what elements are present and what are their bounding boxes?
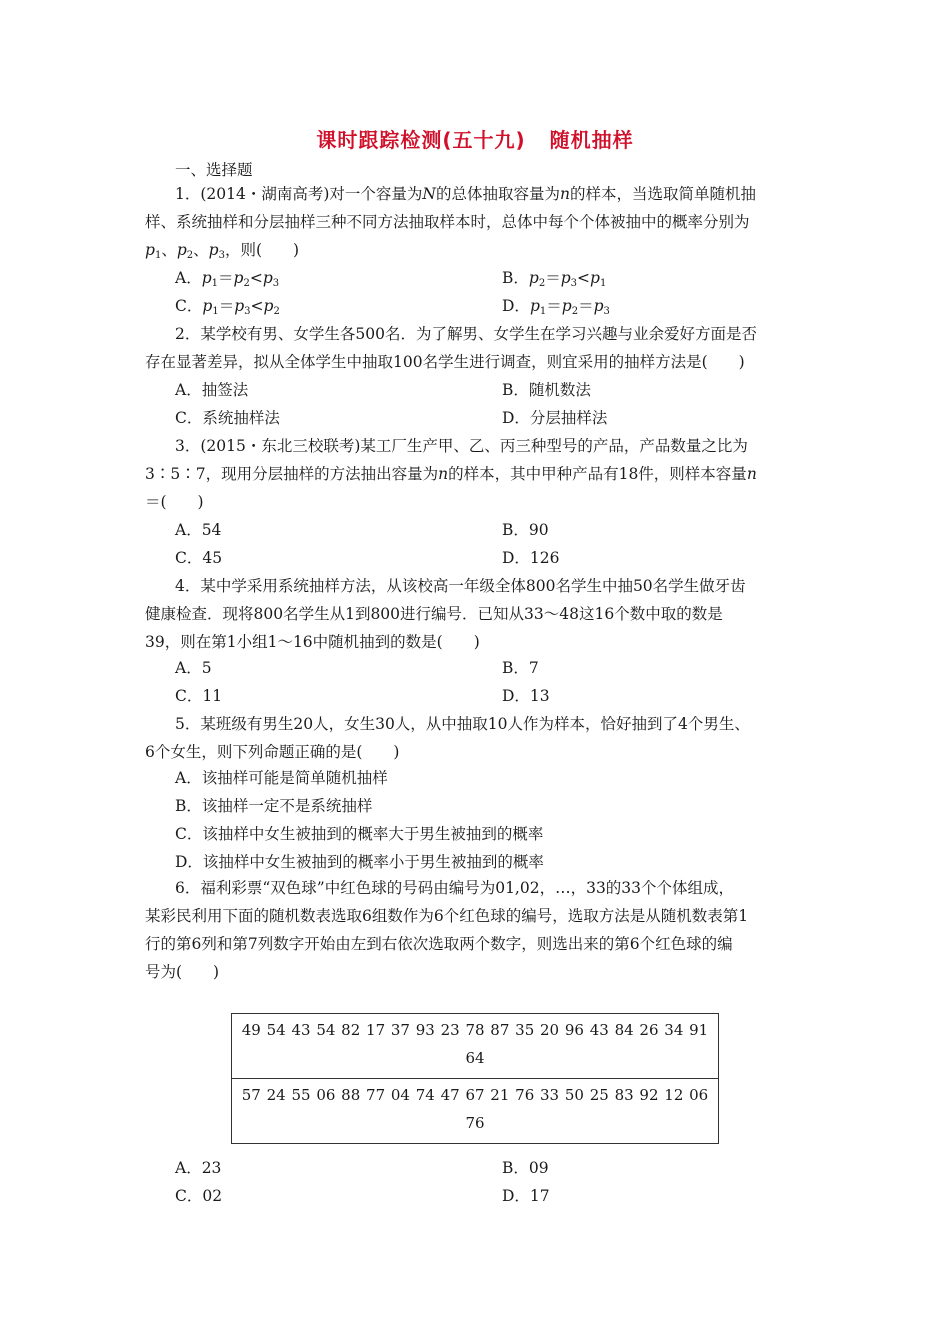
table-row2-tail: 76 xyxy=(465,1114,485,1132)
q5-option-b: B．该抽样一定不是系统抽样 xyxy=(175,797,373,815)
q2-line-1: 2．某学校有男、女学生各500名．为了解男、女学生在学习兴趣与业余爱好方面是否 xyxy=(175,325,757,343)
q3-option-c: C．45 xyxy=(175,549,223,567)
q2-option-a: A．抽签法 xyxy=(175,381,249,399)
random-number-table xyxy=(231,1013,719,1144)
q3-option-d: D．126 xyxy=(502,549,560,567)
q4-option-c: C．11 xyxy=(175,687,223,705)
q2-line-2: 存在显著差异，拟从全体学生中抽取100名学生进行调查，则宜采用的抽样方法是( ) xyxy=(145,353,745,371)
q6-line-4: 号为( ) xyxy=(145,963,220,981)
q6-option-d: D．17 xyxy=(502,1187,550,1205)
q3-line-2: 3∶5∶7，现用分层抽样的方法抽出容量为n的样本，其中甲种产品有18件，则样本容量n xyxy=(145,465,757,483)
q2-option-d: D．分层抽样法 xyxy=(502,409,608,427)
q6-option-c: C．02 xyxy=(175,1187,223,1205)
q4-option-a: A．5 xyxy=(175,659,212,677)
table-cell xyxy=(232,1014,719,1079)
q4-option-b: B．7 xyxy=(502,659,539,677)
q4-option-d: D．13 xyxy=(502,687,550,705)
q1-option-b: B．$p_2=p_3<p_1$ xyxy=(502,269,607,289)
q4-line-1: 4．某中学采用系统抽样方法，从该校高一年级全体800名学生中抽50名学生做牙齿 xyxy=(175,577,746,595)
q2-option-b: B．随机数法 xyxy=(502,381,591,399)
q3-option-b: B．90 xyxy=(502,521,549,539)
q1-line-1: 1．(2014・湖南高考)对一个容量为N的总体抽取容量为n的样本，当选取简单随机抽 xyxy=(175,185,756,203)
page-title xyxy=(0,124,950,153)
table-row1-numbers: 49 54 43 54 82 17 37 93 23 78 87 35 20 96 43 84 26 34 91 xyxy=(241,1021,709,1039)
q1-option-d: D．$p_1=p_2=p_3$ xyxy=(502,297,610,317)
table-row xyxy=(232,1079,719,1144)
table-row xyxy=(232,1014,719,1079)
q4-line-3: 39，则在第1小组1～16中随机抽到的数是( ) xyxy=(145,633,480,651)
table-row1-tail: 64 xyxy=(465,1049,485,1067)
q6-line-3: 行的第6列和第7列数字开始由左到右依次选取两个数字，则选出来的第6个红色球的编 xyxy=(145,935,733,953)
q6-option-a: A．23 xyxy=(175,1159,222,1177)
table-row2-numbers: 57 24 55 06 88 77 04 74 47 67 21 76 33 50 25 83 92 12 06 xyxy=(241,1086,709,1104)
q5-option-d: D．该抽样中女生被抽到的概率小于男生被抽到的概率 xyxy=(175,853,544,871)
q6-option-b: B．09 xyxy=(502,1159,549,1177)
q3-option-a: A．54 xyxy=(175,521,222,539)
section-heading: 一、选择题 xyxy=(175,161,253,179)
q1-option-a: A．$p_1=p_2<p_3$ xyxy=(175,269,280,289)
title-sub: 随机抽样 xyxy=(549,128,634,152)
title-main: 课时跟踪检测(五十九) xyxy=(316,128,526,152)
q5-line-1: 5．某班级有男生20人，女生30人，从中抽取10人作为样本，恰好抽到了4个男生、 xyxy=(175,715,750,733)
q1-line-2: 样、系统抽样和分层抽样三种不同方法抽取样本时，总体中每个个体被抽中的概率分别为 xyxy=(145,213,750,231)
q4-line-2: 健康检查．现将800名学生从1到800进行编号．已知从33～48这16个数中取的数是 xyxy=(145,605,723,623)
q1-line-3: $p_1$、$p_2$、$p_3$，则( ) xyxy=(145,241,300,261)
q6-line-1: 6．福利彩票“双色球”中红色球的号码由编号为01,02，…，33的33个个体组成， xyxy=(175,879,735,897)
q1-option-c: C．$p_1=p_3<p_2$ xyxy=(175,297,280,317)
q3-line-1: 3．(2015・东北三校联考)某工厂生产甲、乙、丙三种型号的产品，产品数量之比为 xyxy=(175,437,748,455)
q2-option-c: C．系统抽样法 xyxy=(175,409,280,427)
table-cell xyxy=(232,1079,719,1144)
q5-option-c: C．该抽样中女生被抽到的概率大于男生被抽到的概率 xyxy=(175,825,544,843)
q5-option-a: A．该抽样可能是简单随机抽样 xyxy=(175,769,388,787)
q3-line-3: ＝( ) xyxy=(145,493,204,511)
q6-line-2: 某彩民利用下面的随机数表选取6组数作为6个红色球的编号，选取方法是从随机数表第1 xyxy=(145,907,749,925)
q5-line-2: 6个女生，则下列命题正确的是( ) xyxy=(145,743,400,761)
